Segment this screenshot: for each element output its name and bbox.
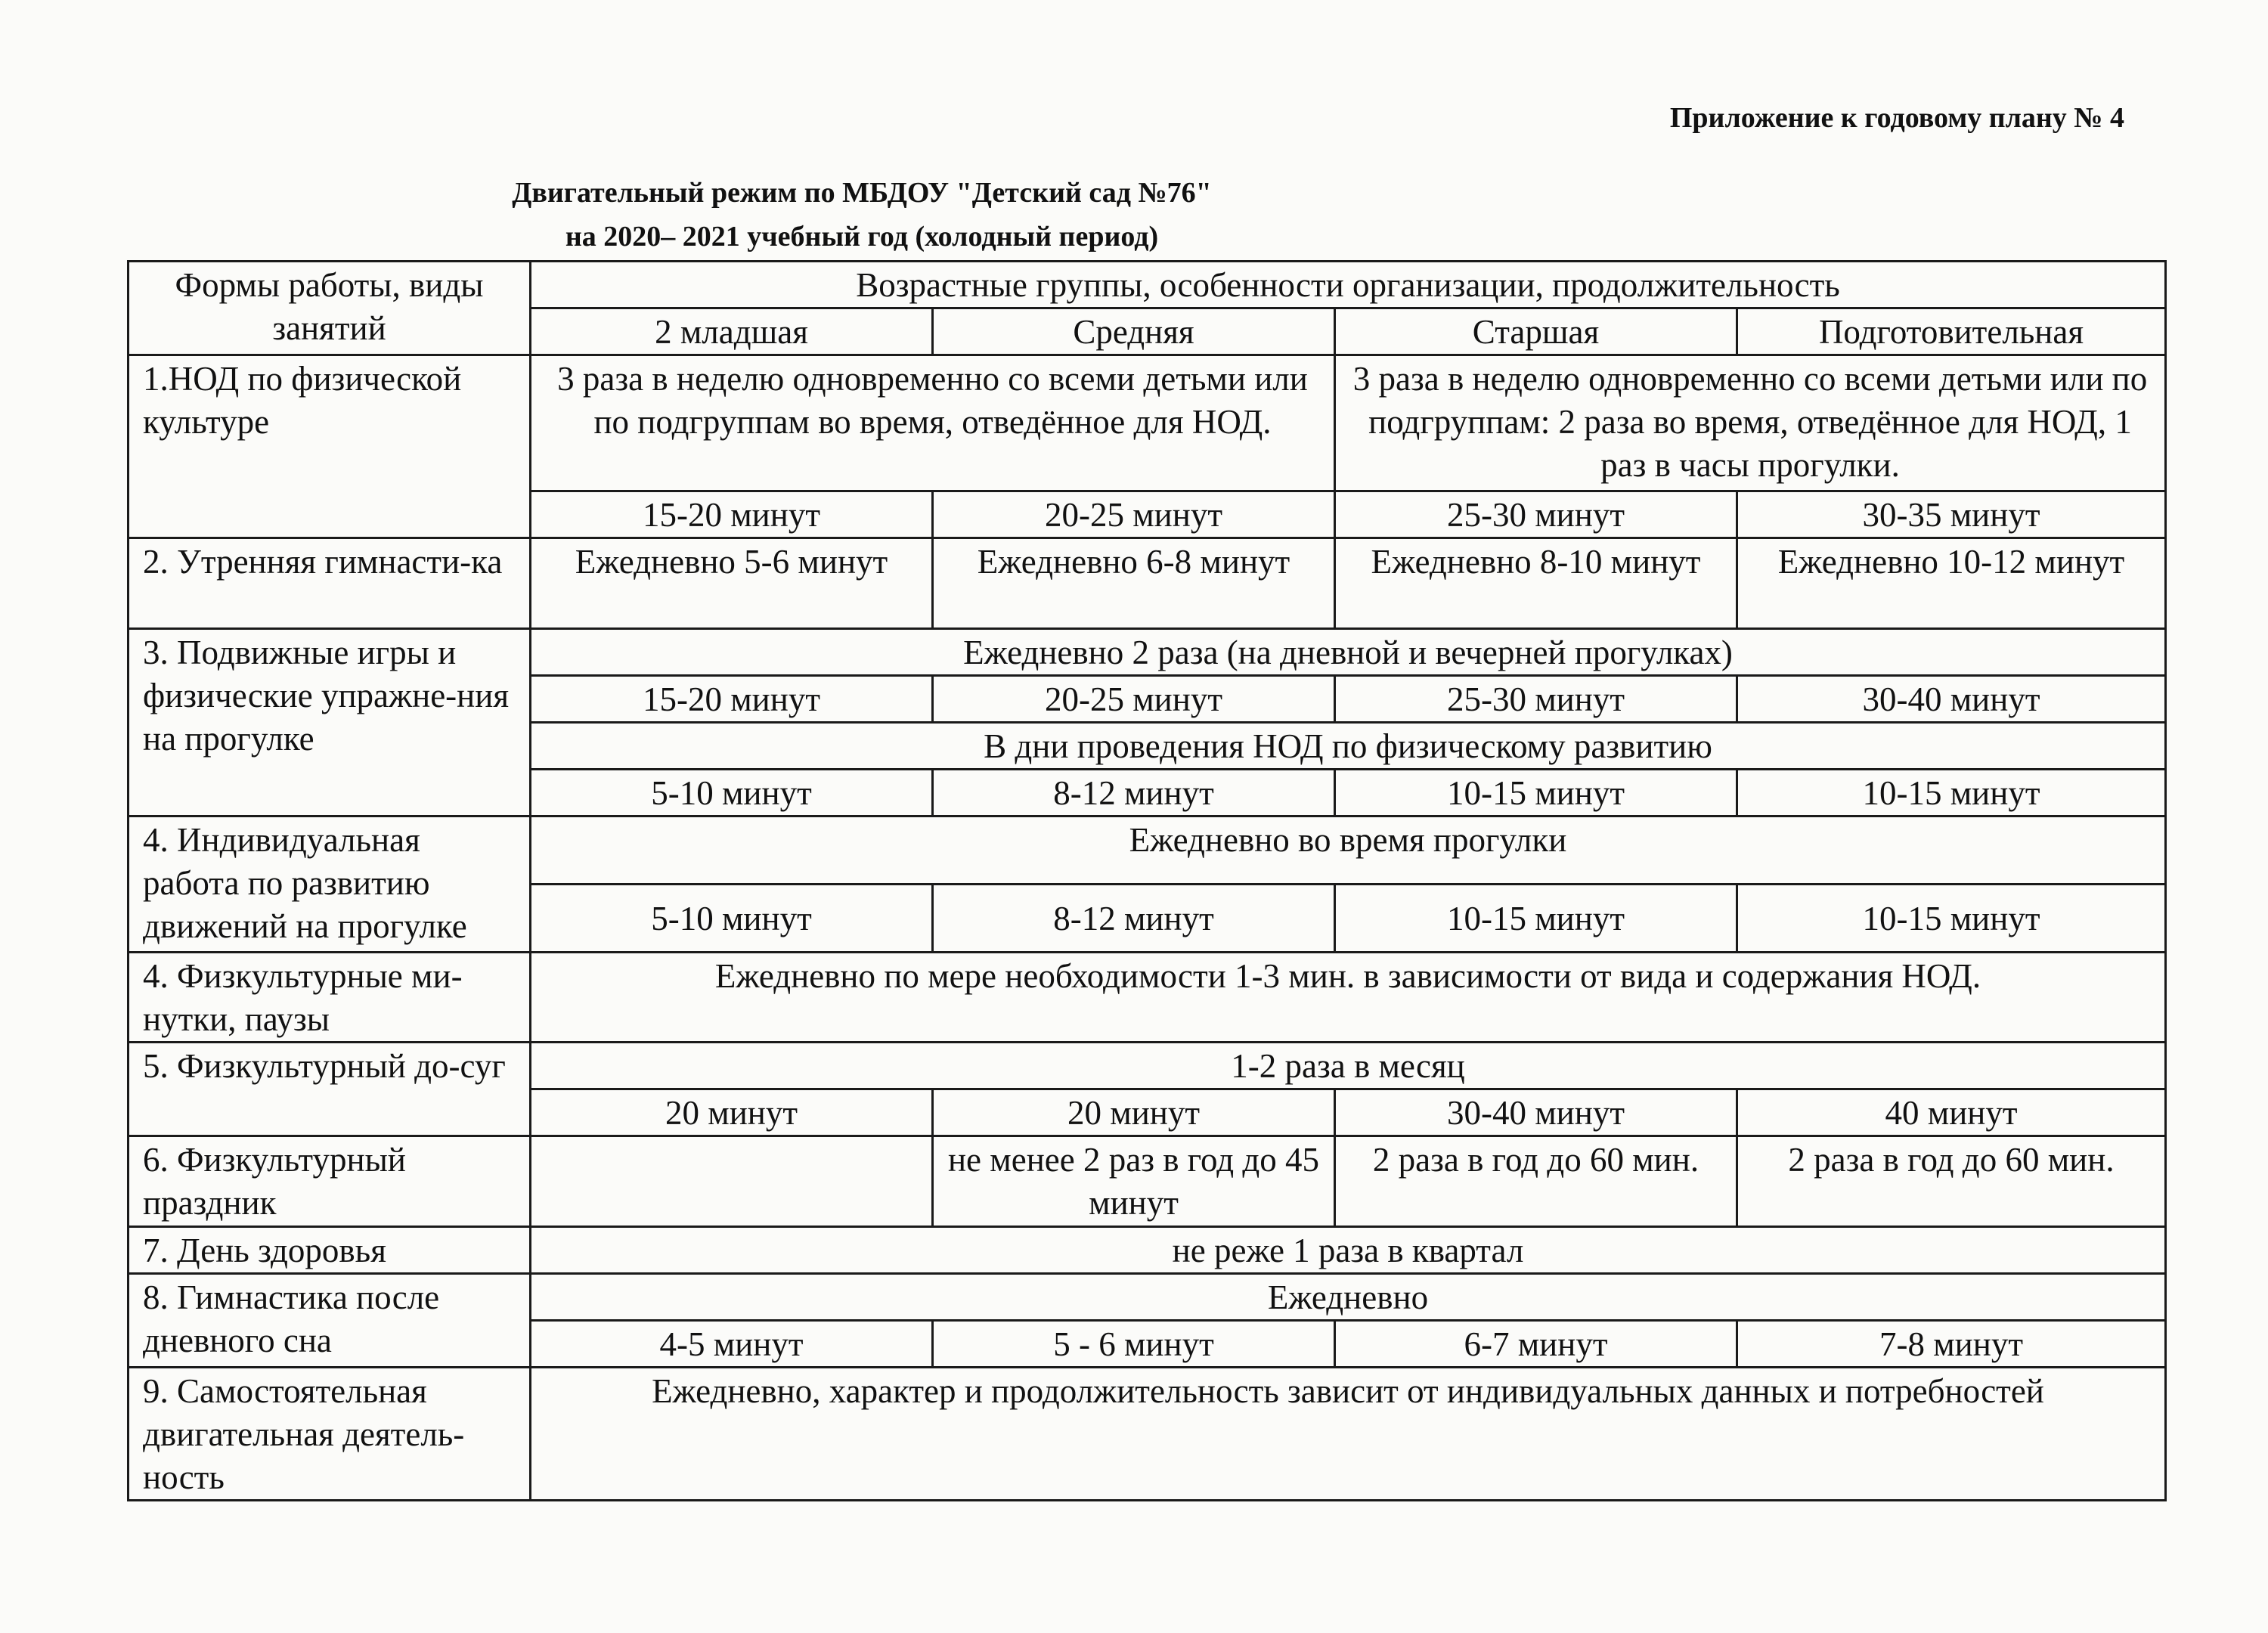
- holiday-value: [531, 1136, 933, 1227]
- motor-regime-table: [127, 260, 2167, 1501]
- header-row: [129, 262, 2166, 308]
- row-label-nod: 1.НОД по физической культуре: [129, 355, 531, 538]
- individual-duration: 10-15 минут: [1335, 885, 1737, 953]
- table-row: [129, 355, 2166, 491]
- nod-note-senior: 3 раза в неделю одновременно со всеми детьми или по подгруппам: 2 раза во время, отведённое для НОД, 1 раз в часы прогулки.: [1335, 355, 2166, 491]
- outdoor-nod-duration: 8-12 минут: [933, 770, 1335, 816]
- title-line-1: Двигательный режим по МБДОУ "Детский сад №76": [512, 177, 1212, 209]
- group-junior2: 2 младшая: [531, 308, 933, 355]
- outdoor-note-2: В дни проведения НОД по физическому развитию: [531, 723, 2166, 770]
- row-label-morning: 2. Утренняя гимнасти-ка: [129, 538, 531, 629]
- leisure-duration: 20 минут: [933, 1089, 1335, 1136]
- individual-duration: 10-15 минут: [1737, 885, 2166, 953]
- row-label-health-day: 7. День здоровья: [129, 1227, 531, 1274]
- individual-duration: 8-12 минут: [933, 885, 1335, 953]
- document-title: [0, 171, 1724, 259]
- holiday-value: не менее 2 раз в год до 45 минут: [933, 1136, 1335, 1227]
- nod-duration: 30-35 минут: [1737, 491, 2166, 538]
- holiday-value: 2 раза в год до 60 мин.: [1335, 1136, 1737, 1227]
- table-row: [129, 953, 2166, 1043]
- leisure-duration: 40 минут: [1737, 1089, 2166, 1136]
- outdoor-nod-duration: 5-10 минут: [531, 770, 933, 816]
- after-sleep-duration: 7-8 минут: [1737, 1321, 2166, 1368]
- morning-value: Ежедневно 10-12 минут: [1737, 538, 2166, 629]
- nod-duration: 20-25 минут: [933, 491, 1335, 538]
- header-groups-cell: Возрастные группы, особенности организации, продолжительность: [531, 262, 2166, 308]
- row-label-individual: 4. Индивидуальная работа по развитию движений на прогулке: [129, 816, 531, 953]
- table-row: [129, 1274, 2166, 1321]
- leisure-duration: 30-40 минут: [1335, 1089, 1737, 1136]
- after-sleep-duration: 6-7 минут: [1335, 1321, 1737, 1368]
- after-sleep-duration: 4-5 минут: [531, 1321, 933, 1368]
- health-day-note: не реже 1 раза в квартал: [531, 1227, 2166, 1274]
- row-label-leisure: 5. Физкультурный до-суг: [129, 1043, 531, 1136]
- table-row: [129, 1368, 2166, 1501]
- group-preparatory: Подготовительная: [1737, 308, 2166, 355]
- outdoor-duration: 15-20 минут: [531, 676, 933, 723]
- leisure-duration: 20 минут: [531, 1089, 933, 1136]
- table-row: [129, 1227, 2166, 1274]
- row-label-holiday: 6. Физкультурный праздник: [129, 1136, 531, 1227]
- table-row: [129, 1136, 2166, 1227]
- group-middle: Средняя: [933, 308, 1335, 355]
- individual-duration: 5-10 минут: [531, 885, 933, 953]
- outdoor-nod-duration: 10-15 минут: [1737, 770, 2166, 816]
- holiday-value: 2 раза в год до 60 мин.: [1737, 1136, 2166, 1227]
- outdoor-note-1: Ежедневно 2 раза (на дневной и вечерней прогулках): [531, 629, 2166, 676]
- morning-value: Ежедневно 8-10 минут: [1335, 538, 1737, 629]
- row-label-after-sleep: 8. Гимнастика после дневного сна: [129, 1274, 531, 1368]
- row-label-outdoor: 3. Подвижные игры и физические упражне-ния на прогулке: [129, 629, 531, 816]
- table-row: [129, 538, 2166, 629]
- outdoor-duration: 25-30 минут: [1335, 676, 1737, 723]
- outdoor-duration: 30-40 минут: [1737, 676, 2166, 723]
- table-row: [129, 816, 2166, 885]
- morning-value: Ежедневно 5-6 минут: [531, 538, 933, 629]
- row-label-minutes: 4. Физкультурные ми-нутки, паузы: [129, 953, 531, 1043]
- nod-duration: 25-30 минут: [1335, 491, 1737, 538]
- header-forms-cell: Формы работы, виды занятий: [129, 262, 531, 355]
- after-sleep-duration: 5 - 6 минут: [933, 1321, 1335, 1368]
- nod-note-junior: 3 раза в неделю одновременно со всеми детьми или по подгруппам во время, отведённое для НОД.: [531, 355, 1335, 491]
- minutes-note: Ежедневно по мере необходимости 1-3 мин. в зависимости от вида и содержания НОД.: [531, 953, 2166, 1043]
- independent-note: Ежедневно, характер и продолжительность зависит от индивидуальных данных и потребностей: [531, 1368, 2166, 1501]
- leisure-note: 1-2 раза в месяц: [531, 1043, 2166, 1089]
- table-row: [129, 1043, 2166, 1089]
- nod-duration: 15-20 минут: [531, 491, 933, 538]
- appendix-note: Приложение к годовому плану № 4: [1669, 102, 2124, 134]
- group-senior: Старшая: [1335, 308, 1737, 355]
- outdoor-nod-duration: 10-15 минут: [1335, 770, 1737, 816]
- row-label-independent: 9. Самостоятельная двигательная деятель-ность: [129, 1368, 531, 1501]
- outdoor-duration: 20-25 минут: [933, 676, 1335, 723]
- title-line-2: на 2020– 2021 учебный год (холодный период): [565, 221, 1159, 253]
- morning-value: Ежедневно 6-8 минут: [933, 538, 1335, 629]
- after-sleep-note: Ежедневно: [531, 1274, 2166, 1321]
- table-row: [129, 629, 2166, 676]
- individual-note: Ежедневно во время прогулки: [531, 816, 2166, 885]
